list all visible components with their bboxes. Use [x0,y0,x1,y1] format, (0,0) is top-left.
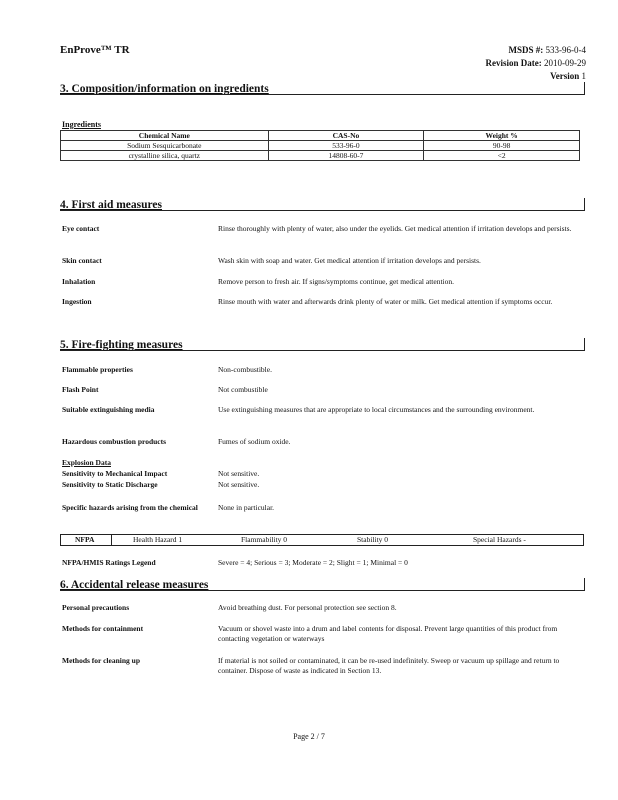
page-number: Page 2 / 7 [293,732,325,741]
table-cell: 90-98 [424,141,580,151]
field-value: Fumes of sodium oxide. [218,437,291,446]
field-label: Specific hazards arising from the chemical [62,503,198,512]
field-label: Inhalation [62,277,96,286]
column-header: Chemical Name [61,131,269,141]
table-cell: <2 [424,151,580,161]
nfpa-ratings-bar [60,534,584,546]
ingredients-heading: Ingredients [62,120,101,129]
document-meta [486,44,587,83]
product-name: EnProve™ TR [60,44,130,56]
field-label: Eye contact [62,224,100,233]
nfpa-label: NFPA [75,535,95,544]
field-label: Sensitivity to Static Discharge [62,480,158,489]
field-label: Flammable properties [62,365,133,374]
revision-label: Revision Date: [485,58,542,68]
stability: Stability 0 [357,535,389,544]
field-label: Personal precautions [62,603,130,612]
field-label: Suitable extinguishing media [62,405,155,414]
table-cell: crystalline silica, quartz [61,151,269,161]
field-label: Methods for containment [62,624,144,633]
field-value: Wash skin with soap and water. Get medical attention if irritation develops and persists. [218,256,481,265]
special-hazards: Special Hazards - [473,535,526,544]
section-6-title: 6. Accidental release measures [60,579,209,591]
field-value: Not sensitive. [218,469,260,478]
field-label: Flash Point [62,385,99,394]
field-value: Remove person to fresh air. If signs/symptoms continue, get medical attention. [218,277,454,286]
section-4-title: 4. First aid measures [60,199,163,211]
field-value: Vacuum or shovel waste into a drum and label contents for disposal. Prevent large quantities of this product from contacting vegetation or waterways [218,624,558,643]
field-value: Avoid breathing dust. For personal protection see section 8. [218,603,397,612]
field-value: Non-combustible. [218,365,272,374]
msds-label: MSDS #: [508,45,544,55]
table-row [61,141,580,151]
table-header-row [61,131,580,141]
version-label: Version [550,71,580,81]
field-value: Not combustible [218,385,268,394]
flammability: Flammability 0 [241,535,288,544]
version-number: 1 [581,71,586,81]
table-cell: 14808-60-7 [268,151,424,161]
field-value: Rinse thoroughly with plenty of water, also under the eyelids. Get medical attention if irritation develops and persists. [218,224,572,233]
field-value: None in particular. [218,503,275,512]
section-5-title: 5. Fire-fighting measures [60,339,183,351]
column-header: Weight % [424,131,580,141]
revision-date: 2010-09-29 [544,58,586,68]
field-label: Explosion Data [62,458,111,467]
column-header: CAS-No [268,131,424,141]
field-value: Severe = 4; Serious = 3; Moderate = 2; Slight = 1; Minimal = 0 [218,558,408,567]
field-label: Skin contact [62,256,102,265]
field-label: Sensitivity to Mechanical Impact [62,469,168,478]
msds-number: 533-96-0-4 [545,45,586,55]
table-cell: Sodium Sesquicarbonate [61,141,269,151]
divider [111,535,112,545]
ingredients-table [60,130,580,161]
field-label: Hazardous combustion products [62,437,167,446]
field-value: Use extinguishing measures that are appropriate to local circumstances and the surrounding environment. [218,405,535,414]
field-label: NFPA/HMIS Ratings Legend [62,558,156,567]
section-3-title: 3. Composition/information on ingredients [60,83,269,95]
field-label: Methods for cleaning up [62,656,140,665]
health-hazard: Health Hazard 1 [133,535,183,544]
field-value: If material is not soiled or contaminated, it can be re-used indefinitely. Sweep or vacuum up spillage and return to container. Dispose of waste as indicated in Section 13. [218,656,560,675]
field-value: Rinse mouth with water and afterwards drink plenty of water or milk. Get medical attention if symptoms occur. [218,297,553,306]
field-label: Ingestion [62,297,92,306]
table-row [61,151,580,161]
field-value: Not sensitive. [218,480,260,489]
table-cell: 533-96-0 [268,141,424,151]
